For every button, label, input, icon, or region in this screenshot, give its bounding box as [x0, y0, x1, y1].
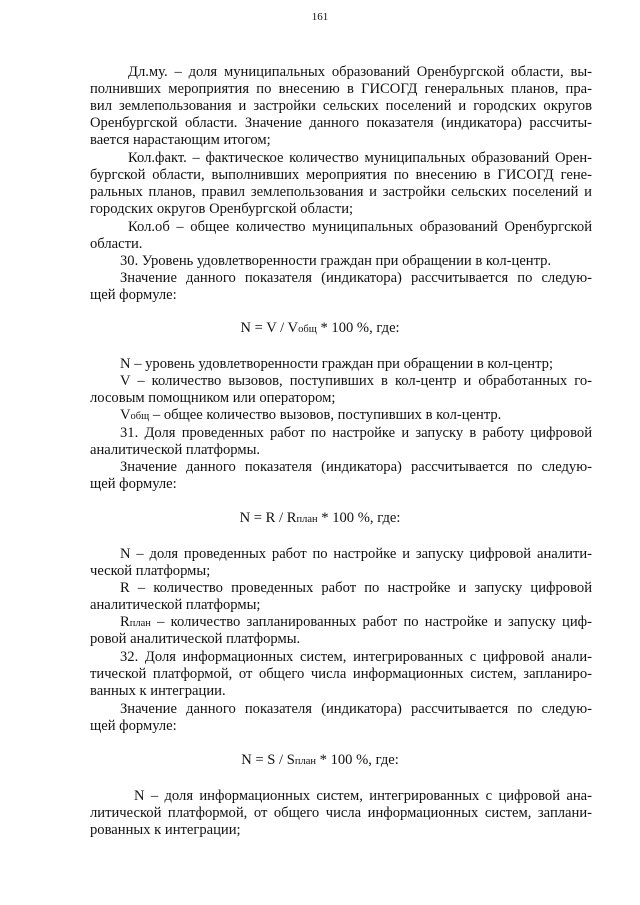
text-line: Дл.му. – доля муниципальных образований Оренбургской области, вы-	[128, 64, 592, 80]
text-line: Значение данного показателя (индикатора) рассчитывается по следую-	[120, 701, 592, 717]
definition-n: N – доля проведенных работ по настройке и запуску цифровой аналити-	[120, 546, 592, 562]
formula: N = S / Sплан * 100 %, где:	[241, 752, 399, 768]
text-line: Кол.об – общее количество муниципальных образований Оренбургской	[128, 219, 592, 235]
formula: N = V / Vобщ * 100 %, где:	[240, 320, 400, 336]
text-line: ровой аналитической платформы.	[90, 631, 301, 647]
text-line: полнивших мероприятия по внесению в ГИСОГД генеральных планов, пра-	[90, 81, 592, 97]
text-line: вается нарастающим итогом;	[90, 132, 271, 148]
section-heading: 30. Уровень удовлетворенности граждан при обращении в кол-центр.	[120, 253, 552, 269]
text-line: Значение данного показателя (индикатора) рассчитывается по следую-	[120, 270, 592, 286]
section-heading: 32. Доля информационных систем, интегрированных с цифровой анали-	[120, 649, 592, 665]
section-heading: ванных к интеграции.	[90, 683, 226, 699]
text-line: щей формуле:	[90, 718, 177, 734]
text-line: Значение данного показателя (индикатора) рассчитывается по следую-	[120, 459, 592, 475]
section-heading: 31. Доля проведенных работ по настройке и запуску в работу цифровой	[120, 425, 592, 441]
text-line: щей формуле:	[90, 287, 177, 303]
definition-n: N – доля информационных систем, интегрированных с цифровой ана-	[134, 788, 592, 804]
text-line: Оренбургской области. Значение данного показателя (индикатора) рассчиты-	[90, 115, 592, 131]
text-line: лосовым помощником или оператором;	[90, 390, 336, 406]
text-line: щей формуле:	[90, 476, 177, 492]
text-line: Кол.факт. – фактическое количество муниципальных образований Орен-	[128, 150, 592, 166]
section-heading: тической платформой, от общего числа информационных систем, запланиро-	[90, 666, 592, 682]
definition-rplan: Rплан – количество запланированных работ по настройке и запуску циф-	[120, 614, 592, 630]
text-line: вил землепользования и застройки сельских поселений и городских округов	[90, 98, 592, 114]
section-heading: аналитической платформы.	[90, 442, 261, 458]
definition-r: R – количество проведенных работ по настройке и запуску цифровой	[120, 580, 592, 596]
text-line: области.	[90, 236, 143, 252]
text-line: бургской области, выполнивших мероприятия по внесению в ГИСОГД гене-	[90, 167, 592, 183]
text-line: аналитической платформы;	[90, 597, 261, 613]
text-line: городских округов Оренбургской области;	[90, 201, 354, 217]
page-number: 161	[311, 11, 329, 23]
text-line: V – количество вызовов, поступивших в кол-центр и обработанных го-	[120, 373, 592, 389]
definition-n: N – уровень удовлетворенности граждан при обращении в кол-центр;	[120, 356, 554, 372]
text-line: литической платформой, от общего числа информационных систем, заплани-	[90, 805, 592, 821]
formula: N = R / Rплан * 100 %, где:	[239, 510, 401, 526]
text-line: ральных планов, правил землепользования и застройки сельских поселений и	[90, 184, 592, 200]
definition-vobsh: Vобщ – общее количество вызовов, поступивших в кол-центр.	[120, 407, 502, 423]
text-line: рованных к интеграции;	[90, 822, 241, 838]
text-line: ческой платформы;	[90, 563, 211, 579]
